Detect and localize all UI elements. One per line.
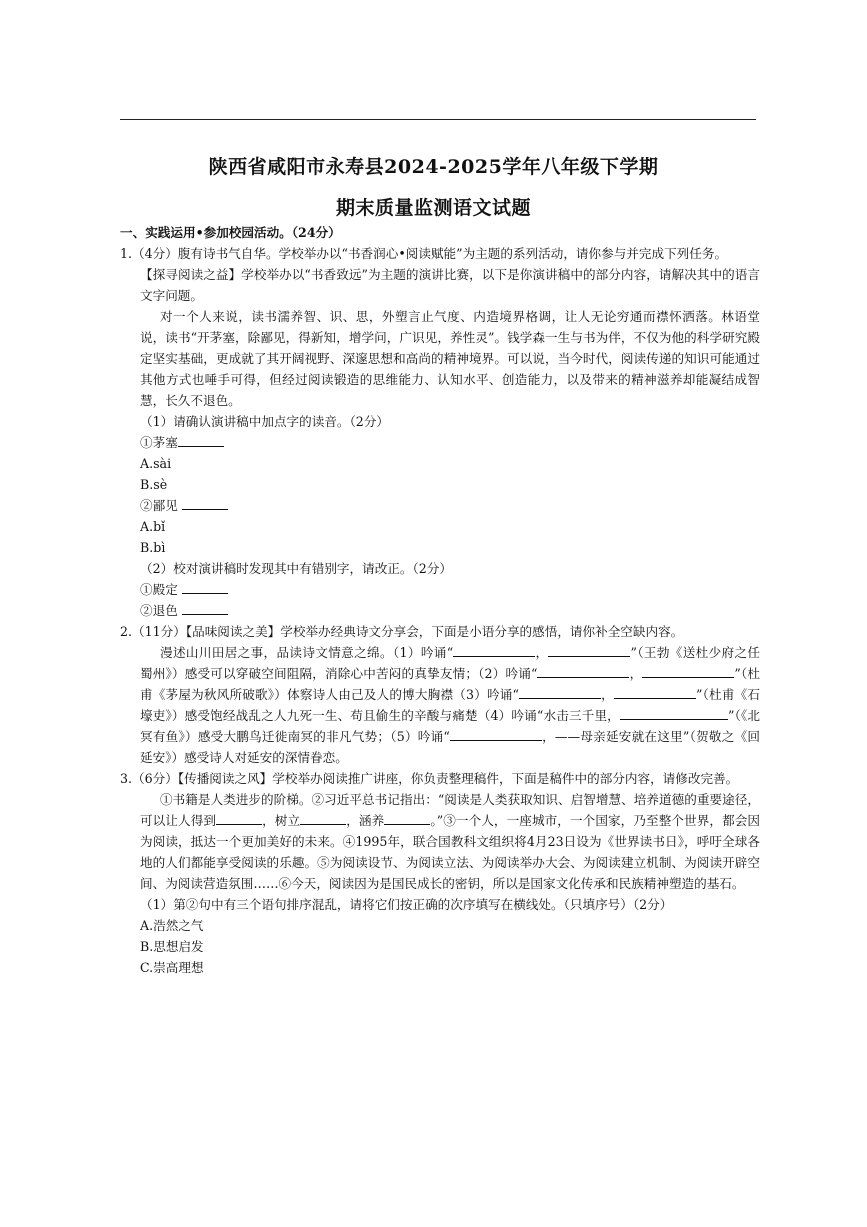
passage-text: ”（杜甫《石壕吏》）感受饱经战乱之人九死一生、苟且偷生的辛酸与痛楚（4）吟诵“水击三千里，: [140, 687, 760, 723]
passage-text: ”（杜甫《茅屋为秋风所破歌》）体察诗人由己及人的博大胸襟（3）吟诵“: [140, 666, 761, 702]
question-1-stem: 1.（4分）腹有诗书气自华。学校举办以“书香润心•阅读赋能”为主题的系列活动，请你参与并完成下列任务。: [120, 246, 728, 261]
answer-blank[interactable]: [642, 664, 734, 678]
question-2-passage: [120, 642, 760, 768]
item-label: ②鄙见: [140, 498, 178, 513]
passage-text: ，: [600, 687, 614, 702]
answer-blank[interactable]: [620, 706, 728, 720]
passage-text: 漫述山川田居之事，品读诗文情意之绵。（1）吟诵“: [160, 645, 454, 660]
passage-text: ①书籍是人类进步的阶梯。②习近平总书记指出：“阅读是人类获取知识、启智增慧、培养道德的重要途径，可以让人得到: [140, 792, 760, 828]
answer-blank[interactable]: [537, 664, 629, 678]
passage-text: ，: [535, 645, 549, 660]
question-1-passage: 对一个人来说，读书濡养智、识、思，外塑言止气度、内造境界格调，让人无论穷通而襟怀洒落。林语堂说，读书“开茅塞，除鄙见，得新知，增学问，广识见，养性灵”。钱学森一生与书为伴，不仅为他的科学研究殿定坚实基础，更成就了其开阔视野、深邃思想和高尚的精神境界。可以说，当今时代，阅读传递的知识可能通过其他方式也唾手可得，但经过阅读锻造的思维能力、认知水平、创造能力，以及带来的精神滋养却能凝结成智慧，长久不退色。: [140, 309, 760, 408]
question-1-item1-option-b: B.sè: [140, 477, 168, 492]
answer-blank[interactable]: [216, 811, 262, 825]
question-3-option-a: A.浩然之气: [140, 918, 204, 933]
question-1-sub1: （1）请确认演讲稿中加点字的读音。（2分）: [140, 414, 390, 429]
question-1-item2: [120, 495, 760, 516]
answer-blank[interactable]: [384, 811, 430, 825]
passage-text: ，: [629, 666, 643, 681]
question-2-stem: 2.（11分）【品味阅读之美】学校举办经典诗文分享会，下面是小语分享的感悟，请你补全空缺内容。: [120, 624, 684, 639]
answer-blank[interactable]: [548, 643, 630, 657]
answer-blank[interactable]: [519, 685, 601, 699]
answer-blank[interactable]: [614, 685, 696, 699]
answer-blank[interactable]: [453, 643, 535, 657]
answer-blank[interactable]: [182, 496, 228, 510]
page-title: 陕西省咸阳市永寿县2024-2025学年八年级下学期: [208, 156, 659, 178]
question-1-item2-option-b: B.bì: [140, 540, 166, 555]
passage-text: 。”③一个人，一座城市，一个国家，乃至整个世界，都会因为阅读，抵达一个更加美好的未来。④1995年，联合国教科文组织将4月23日设为《世界读书日》，呼吁全球各地的人们都能享受阅读的乐趣。⑤为阅读设节、为阅读立法、为阅读举办大会、为阅读建立机制、为阅读开辟空间、为阅读营造氛围……⑥今天，阅读因为是国民成长的密钥，所以是国家文化传承和民族精神塑造的基石。: [140, 813, 761, 891]
question-1-sub2: （2）校对演讲稿时发现其中有错别字，请改正。（2分）: [140, 561, 452, 576]
passage-text: ”（王勃《送杜少府之任蜀州》）感受可以穿破空间阻隔，消除心中苦闷的真挚友情；（2）吟诵“: [140, 645, 761, 681]
question-1-item1-option-a: A.sài: [140, 456, 172, 471]
answer-blank[interactable]: [182, 580, 228, 594]
passage-text: ，——母亲延安就在这里”（贺敬之《回延安》）感受诗人对延安的深情眷恋。: [140, 729, 761, 765]
page-subtitle: 期末质量监测语文试题: [335, 197, 531, 219]
item-label: ②退色: [140, 603, 178, 618]
exam-content: [120, 222, 760, 978]
section-heading: 一、实践运用•参加校园活动。（24分）: [120, 225, 341, 240]
question-1-item1: [120, 432, 760, 453]
question-3-option-c: C.崇高理想: [140, 960, 204, 975]
question-1-item2-option-a: A.bǐ: [140, 519, 166, 534]
question-1-fix1: [120, 579, 760, 600]
answer-blank[interactable]: [300, 811, 346, 825]
question-3-stem: 3.（6分）【传播阅读之风】学校举办阅读推广讲座，你负责整理稿件，下面是稿件中的部分内容，请修改完善。: [120, 771, 739, 786]
item-label: ①殿定: [140, 582, 178, 597]
question-3-option-b: B.思想启发: [140, 939, 204, 954]
answer-blank[interactable]: [182, 601, 228, 615]
header-rule: [120, 119, 756, 120]
answer-blank[interactable]: [450, 727, 542, 741]
passage-text: ，涵养: [346, 813, 385, 828]
passage-text: ”（《北冥有鱼》）感受大鹏鸟迁徙南冥的非凡气势；（5）吟诵“: [140, 708, 761, 744]
question-1-intro: 【探寻阅读之益】学校举办以“书香致远”为主题的演讲比赛，以下是你演讲稿中的部分内容，请解决其中的语言文字问题。: [140, 267, 760, 303]
answer-blank[interactable]: [178, 433, 224, 447]
passage-text: ，树立: [262, 813, 301, 828]
question-3-passage: [120, 789, 760, 894]
item-label: ①茅塞: [140, 435, 178, 450]
question-3-sub1: （1）第②句中有三个语句排序混乱，请将它们按正确的次序填写在横线处。（只填序号）（2分）: [140, 897, 673, 912]
question-1-fix2: [120, 600, 760, 621]
